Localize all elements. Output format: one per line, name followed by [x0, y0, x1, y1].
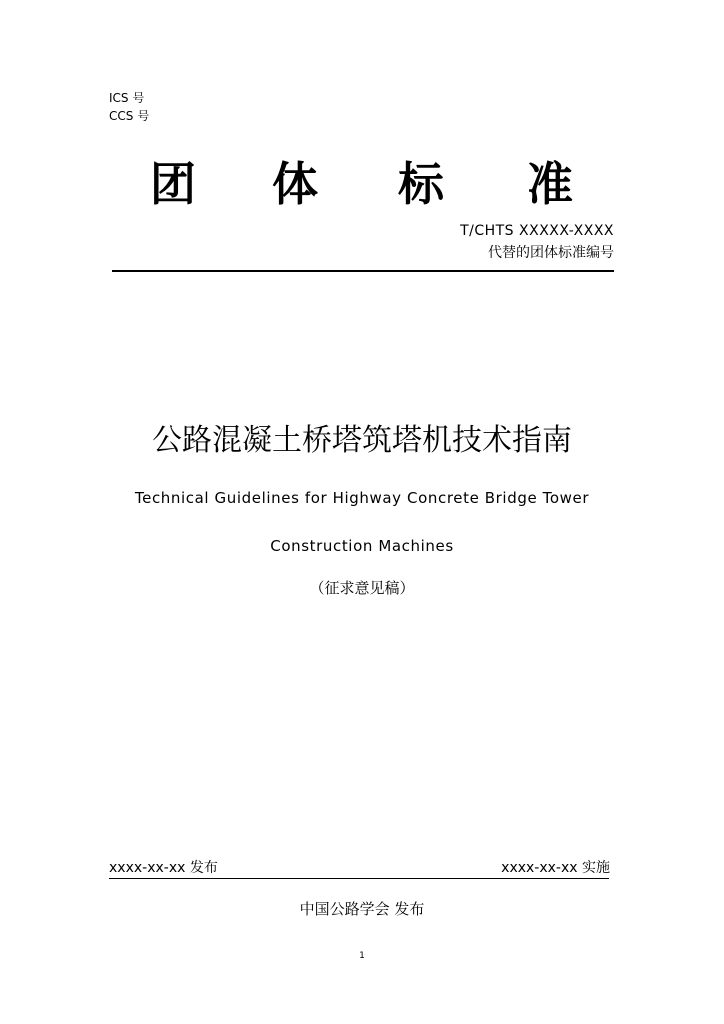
standard-type-char: 准	[527, 157, 573, 211]
standard-number: T/CHTS XXXXX-XXXX	[460, 223, 614, 239]
publish-date: xxxx-xx-xx 发布	[109, 860, 218, 876]
standard-type-char: 标	[398, 157, 444, 211]
title-english-line1: Technical Guidelines for Highway Concrete Bridge Tower	[134, 489, 590, 507]
replaced-standard-note: 代替的团体标准编号	[488, 245, 614, 261]
title-chinese: 公路混凝土桥塔筑塔机技术指南	[152, 423, 572, 458]
title-english-line2: Construction Machines	[270, 537, 454, 555]
standard-type-char: 团	[150, 157, 196, 211]
ccs-code: CCS 号	[109, 109, 150, 123]
publisher: 中国公路学会 发布	[299, 900, 425, 918]
header-divider	[112, 270, 614, 272]
page-number: 1	[359, 951, 365, 961]
draft-status: （征求意见稿）	[309, 579, 415, 597]
ics-code: ICS 号	[109, 91, 145, 105]
implement-date: xxxx-xx-xx 实施	[501, 860, 610, 876]
date-underline	[109, 878, 609, 879]
standard-type-char: 体	[272, 157, 318, 211]
